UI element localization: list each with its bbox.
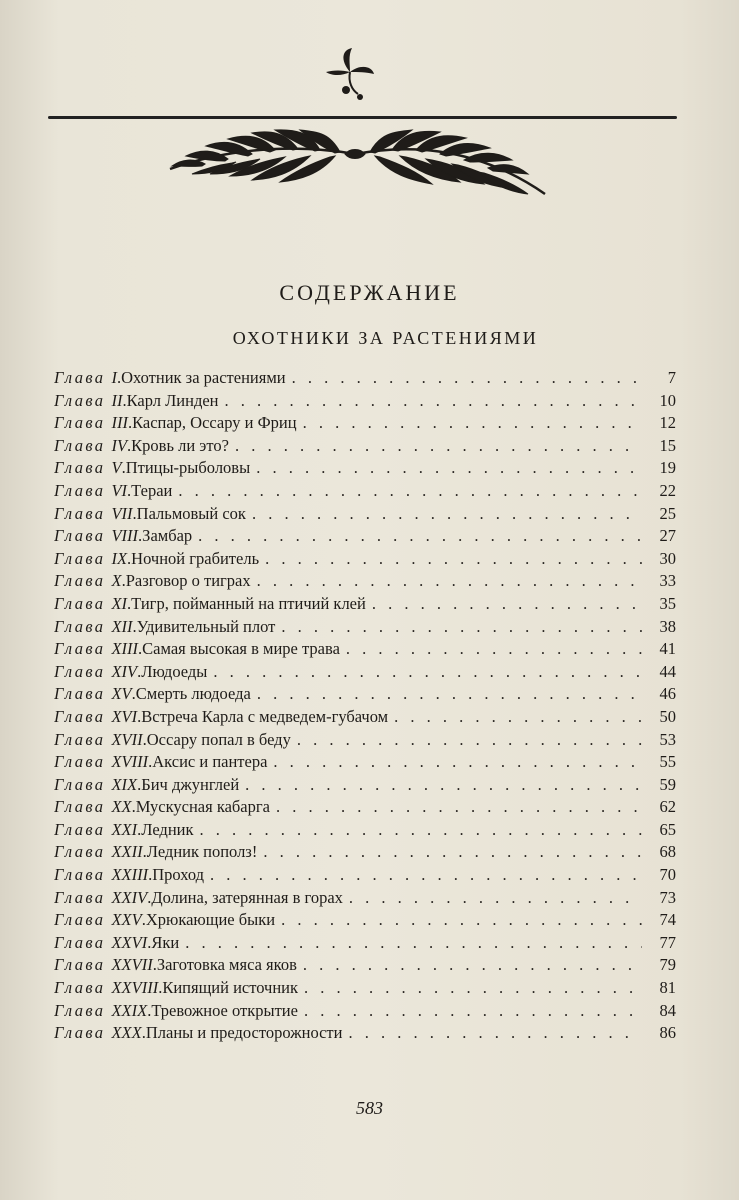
- chapter-page-number: 35: [659, 593, 676, 613]
- dot-leader: [235, 436, 642, 456]
- chapter-word: Глава: [54, 819, 106, 839]
- chapter-page-number: 70: [659, 865, 676, 885]
- chapter-number-separator: .: [138, 639, 143, 659]
- chapter-page-number: 15: [659, 435, 676, 455]
- chapter-word: Глава: [54, 797, 106, 817]
- chapter-number-separator: .: [147, 1000, 152, 1020]
- chapter-number: IX: [111, 548, 128, 568]
- chapter-number: XVIII: [111, 752, 149, 772]
- dot-leader: [257, 684, 642, 704]
- dot-leader: [297, 730, 642, 750]
- toc-entry: [54, 413, 676, 436]
- dot-leader: [198, 526, 642, 546]
- chapter-word: Глава: [54, 774, 106, 794]
- chapter-word: Глава: [54, 752, 106, 772]
- chapter-number-separator: .: [127, 435, 132, 455]
- chapter-title: Аксис и пантера: [152, 752, 268, 772]
- toc-entry: [54, 481, 676, 504]
- chapter-page-number: 41: [659, 639, 676, 659]
- chapter-number: XXVIII: [111, 978, 159, 998]
- chapter-page-number: 46: [659, 684, 676, 704]
- chapter-word: Глава: [54, 661, 106, 681]
- chapter-page-number: 25: [659, 503, 676, 523]
- chapter-word: Глава: [54, 480, 106, 500]
- toc-entry: [54, 594, 676, 617]
- toc-entry: [54, 549, 676, 572]
- toc-entry: [54, 1001, 676, 1024]
- chapter-number-separator: .: [127, 413, 133, 433]
- dot-leader: [225, 391, 643, 411]
- chapter-title: Оссару попал в беду: [146, 729, 291, 749]
- dot-leader: [303, 413, 642, 433]
- chapter-number-separator: .: [141, 910, 146, 930]
- chapter-page-number: 68: [659, 842, 676, 862]
- chapter-number-separator: .: [121, 571, 126, 591]
- dot-leader: [304, 978, 642, 998]
- chapter-word: Глава: [54, 955, 106, 975]
- chapter-word: Глава: [54, 616, 106, 636]
- chapter-page-number: 77: [659, 932, 676, 952]
- toc-entry: [54, 391, 676, 414]
- chapter-number: XXIX: [111, 1000, 148, 1020]
- chapter-word: Глава: [54, 435, 106, 455]
- toc-entry: [54, 955, 676, 978]
- chapter-number-separator: .: [142, 842, 147, 862]
- toc-entry: [54, 526, 676, 549]
- chapter-number: XXIV: [111, 887, 148, 907]
- toc-entry: [54, 458, 676, 481]
- chapter-number: XXX: [111, 1023, 142, 1043]
- chapter-title: Каспар, Оссару и Фриц: [132, 413, 297, 433]
- chapter-number: II: [111, 390, 123, 410]
- dot-leader: [257, 571, 642, 591]
- chapter-page-number: 22: [659, 480, 676, 500]
- chapter-number: X: [111, 571, 122, 591]
- chapter-word: Глава: [54, 390, 106, 410]
- chapter-word: Глава: [54, 887, 106, 907]
- toc-entry: [54, 504, 676, 527]
- dot-leader: [303, 955, 642, 975]
- chapter-word: Глава: [54, 571, 106, 591]
- chapter-page-number: 55: [659, 752, 676, 772]
- chapter-word: Глава: [54, 910, 106, 930]
- chapter-number: III: [111, 413, 128, 433]
- chapter-word: Глава: [54, 729, 106, 749]
- chapter-number: I: [111, 368, 117, 387]
- chapter-page-number: 12: [659, 413, 676, 433]
- toc-entry: [54, 730, 676, 753]
- chapter-title: Встреча Карла с медведем-губачом: [141, 706, 389, 726]
- page-title: СОДЕРЖАНИЕ: [279, 280, 460, 305]
- dot-leader: [281, 910, 642, 930]
- chapter-word: Глава: [54, 413, 106, 433]
- dot-leader: [348, 1023, 642, 1043]
- dot-leader: [245, 775, 642, 795]
- chapter-title: Разговор о тиграх: [125, 571, 251, 591]
- chapter-page-number: 10: [659, 390, 676, 410]
- dot-leader: [200, 820, 642, 840]
- chapter-number: VII: [111, 503, 133, 523]
- toc-entry: [54, 617, 676, 640]
- chapter-title: Удивительный плот: [136, 616, 276, 636]
- chapter-word: Глава: [54, 458, 106, 478]
- chapter-page-number: 33: [659, 571, 676, 591]
- chapter-title: Бич джунглей: [141, 774, 240, 794]
- toc-entry: [54, 752, 676, 775]
- chapter-word: Глава: [54, 526, 106, 546]
- chapter-word: Глава: [54, 978, 106, 998]
- chapter-number-separator: .: [148, 752, 153, 772]
- toc-entry: [54, 662, 676, 685]
- dot-leader: [349, 888, 642, 908]
- chapter-title: Мускусная кабарга: [135, 797, 270, 817]
- dot-leader: [263, 842, 642, 862]
- chapter-number-separator: .: [121, 458, 126, 478]
- dot-leader: [394, 707, 642, 727]
- chapter-title: Кипящий источник: [162, 978, 299, 998]
- toc-entry: [54, 865, 676, 888]
- chapter-word: Глава: [54, 639, 106, 659]
- chapter-number: XI: [111, 593, 128, 613]
- chapter-page-number: 62: [659, 797, 676, 817]
- chapter-word: Глава: [54, 1000, 106, 1020]
- chapter-page-number: 19: [659, 458, 676, 478]
- chapter-number-separator: .: [137, 819, 142, 839]
- chapter-number: XXV: [111, 910, 142, 930]
- chapter-title: Охотник за растениями: [121, 368, 286, 387]
- toc-entry: [54, 820, 676, 843]
- toc-entry: [54, 1023, 676, 1046]
- chapter-number: XII: [111, 616, 133, 636]
- dot-leader: [346, 639, 642, 659]
- chapter-number: XXIII: [111, 865, 149, 885]
- chapter-number: XV: [111, 684, 132, 704]
- dot-leader: [256, 458, 642, 478]
- chapter-number-separator: .: [147, 932, 152, 952]
- toc-entry: [54, 933, 676, 956]
- chapter-number: XXVI: [111, 932, 148, 952]
- toc-entry: [54, 978, 676, 1001]
- chapter-title: Людоеды: [141, 661, 208, 681]
- dot-leader: [265, 549, 642, 569]
- toc-entry: [54, 639, 676, 662]
- toc-entry: [54, 571, 676, 594]
- toc-entry: [54, 707, 676, 730]
- chapter-number-separator: .: [122, 390, 127, 410]
- dot-leader: [372, 594, 642, 614]
- chapter-number-separator: .: [127, 593, 132, 613]
- toc-entry: [54, 910, 676, 933]
- chapter-word: Глава: [54, 593, 106, 613]
- chapter-page-number: 27: [659, 526, 676, 546]
- toc-entry: [54, 368, 676, 391]
- chapter-number-separator: .: [127, 548, 132, 568]
- chapter-number-separator: .: [152, 955, 157, 975]
- chapter-word: Глава: [54, 706, 106, 726]
- chapter-number-separator: .: [131, 797, 136, 817]
- chapter-number-separator: .: [158, 978, 163, 998]
- chapter-page-number: 79: [659, 955, 676, 975]
- chapter-title: Заготовка мяса яков: [156, 955, 297, 975]
- chapter-number-separator: .: [127, 480, 132, 500]
- chapter-number: IV: [111, 435, 128, 455]
- chapter-title: Кровь ли это?: [131, 435, 229, 455]
- chapter-number: XIX: [111, 774, 138, 794]
- chapter-word: Глава: [54, 865, 106, 885]
- chapter-number: XXVII: [111, 955, 153, 975]
- chapter-title: Яки: [151, 932, 180, 952]
- chapter-number: XXII: [111, 842, 143, 862]
- chapter-title: Самая высокая в мире трава: [142, 639, 340, 659]
- chapter-page-number: 7: [667, 368, 676, 387]
- chapter-number: XIII: [111, 639, 139, 659]
- chapter-number-separator: .: [132, 503, 137, 523]
- chapter-title: Ледник: [141, 819, 194, 839]
- chapter-page-number: 86: [659, 1023, 676, 1043]
- chapter-page-number: 50: [659, 706, 676, 726]
- chapter-number-separator: .: [142, 729, 147, 749]
- chapter-number: XXI: [111, 819, 138, 839]
- dot-leader: [276, 797, 642, 817]
- toc-entry: [54, 888, 676, 911]
- dot-leader: [252, 504, 642, 524]
- chapter-title: Долина, затерянная в горах: [151, 887, 343, 907]
- chapter-word: Глава: [54, 368, 106, 387]
- chapter-title: Планы и предосторожности: [145, 1023, 343, 1043]
- chapter-title: Смерть людоеда: [135, 684, 251, 704]
- palm-branches-ornament-icon: [160, 124, 550, 202]
- chapter-title: Тигр, пойманный на птичий клей: [131, 593, 366, 613]
- chapter-number-separator: .: [137, 774, 142, 794]
- chapter-page-number: 44: [659, 661, 676, 681]
- chapter-word: Глава: [54, 684, 106, 704]
- section-title: ОХОТНИКИ ЗА РАСТЕНИЯМИ: [232, 328, 539, 348]
- chapter-word: Глава: [54, 548, 106, 568]
- chapter-page-number: 73: [659, 887, 676, 907]
- chapter-title: Ночной грабитель: [131, 548, 260, 568]
- chapter-page-number: 81: [659, 978, 676, 998]
- chapter-word: Глава: [54, 1023, 106, 1043]
- chapter-page-number: 38: [659, 616, 676, 636]
- dot-leader: [273, 752, 642, 772]
- chapter-page-number: 53: [659, 729, 676, 749]
- toc-entry: [54, 797, 676, 820]
- dot-leader: [210, 865, 642, 885]
- chapter-number: XIV: [111, 661, 138, 681]
- chapter-page-number: 65: [659, 819, 676, 839]
- chapter-number-separator: .: [137, 661, 142, 681]
- dot-leader: [292, 368, 642, 388]
- chapter-number-separator: .: [116, 368, 122, 387]
- chapter-number-separator: .: [132, 616, 137, 636]
- chapter-number-separator: .: [137, 706, 142, 726]
- chapter-word: Глава: [54, 842, 106, 862]
- chapter-title: Пальмовый сок: [136, 503, 246, 523]
- chapter-page-number: 59: [659, 774, 676, 794]
- toc-entry: [54, 842, 676, 865]
- chapter-title: Проход: [152, 865, 205, 885]
- chapter-title: Птицы-рыболовы: [125, 458, 251, 478]
- chapter-word: Глава: [54, 932, 106, 952]
- chapter-title: Тревожное открытие: [151, 1000, 298, 1020]
- table-of-contents: [54, 368, 676, 1046]
- dot-leader: [304, 1001, 642, 1021]
- chapter-title: Хрюкающие быки: [145, 910, 276, 930]
- dot-leader: [178, 481, 642, 501]
- dot-leader: [213, 662, 642, 682]
- chapter-title: Карл Линден: [126, 390, 219, 410]
- chapter-title: Замбар: [142, 526, 193, 546]
- toc-entry: [54, 775, 676, 798]
- chapter-number-separator: .: [148, 865, 153, 885]
- chapter-number: XVI: [111, 706, 138, 726]
- horizontal-rule: [48, 116, 677, 119]
- chapter-number: XVII: [111, 729, 143, 749]
- chapter-number: V: [111, 458, 122, 478]
- chapter-title: Ледник пополз!: [146, 842, 258, 862]
- toc-entry: [54, 684, 676, 707]
- chapter-number: VI: [111, 480, 128, 500]
- chapter-page-number: 74: [659, 910, 676, 930]
- floral-ornament-icon: [318, 42, 382, 106]
- chapter-number-separator: .: [131, 684, 136, 704]
- dot-leader: [281, 617, 642, 637]
- chapter-title: Тераи: [131, 480, 173, 500]
- chapter-page-number: 84: [659, 1000, 676, 1020]
- chapter-page-number: 30: [659, 548, 676, 568]
- toc-entry: [54, 436, 676, 459]
- chapter-number-separator: .: [147, 887, 152, 907]
- chapter-number: XX: [111, 797, 132, 817]
- chapter-number-separator: .: [141, 1023, 146, 1043]
- chapter-number-separator: .: [138, 526, 143, 546]
- page-number: 583: [356, 1098, 383, 1118]
- chapter-number: VIII: [111, 526, 139, 546]
- chapter-word: Глава: [54, 503, 106, 523]
- dot-leader: [185, 933, 642, 953]
